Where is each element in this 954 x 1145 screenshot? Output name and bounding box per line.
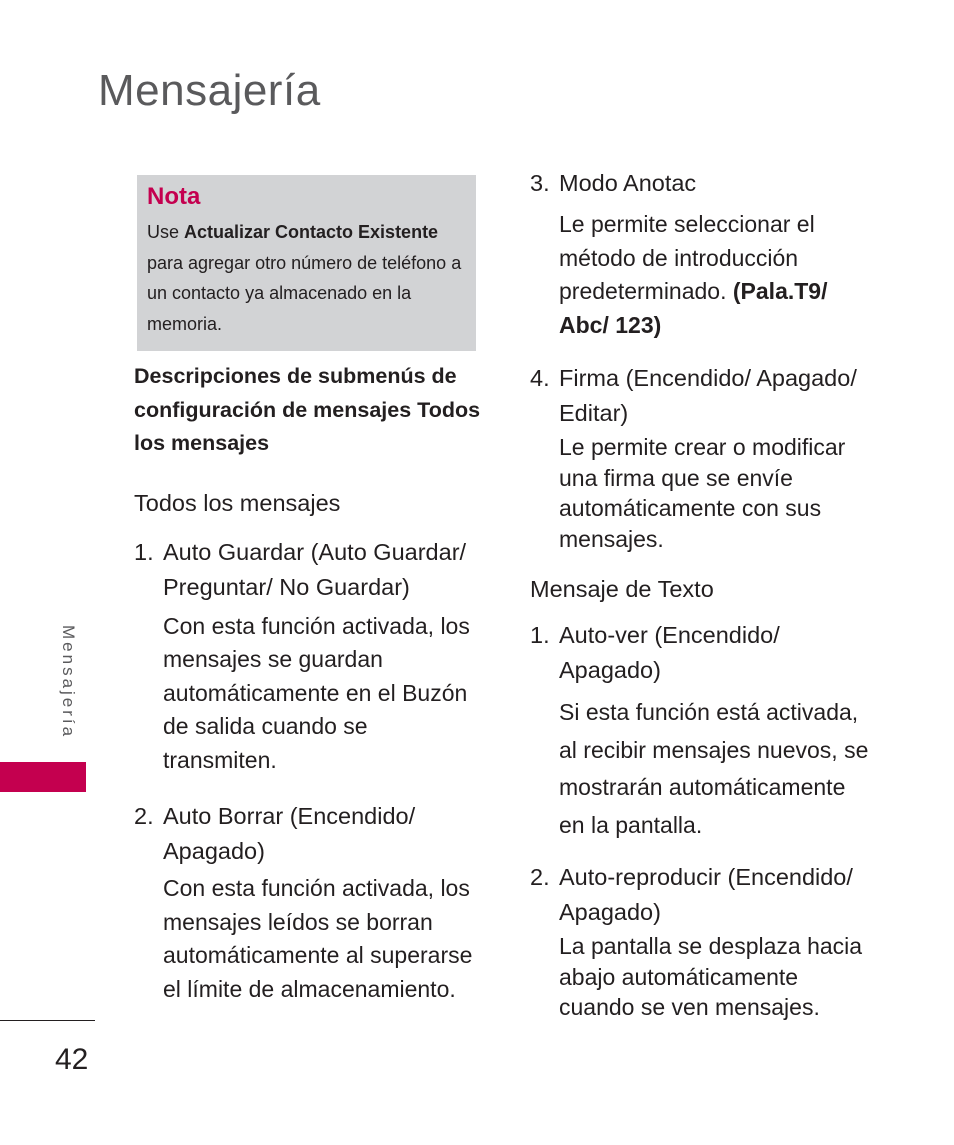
section-title-todos: Todos los mensajes: [134, 489, 341, 516]
item-title: Auto-ver (Encendido/ Apagado): [559, 622, 780, 683]
item-body: [530, 208, 875, 342]
item-title: Firma (Encendido/ Apagado/ Editar): [559, 365, 857, 426]
item-number: 4.: [530, 365, 550, 391]
list-item: [134, 799, 484, 869]
page-title: Mensajería: [98, 66, 321, 115]
item-body: Le permite crear o modificar una firma que se envíe automáticamente con sus mensajes.: [559, 434, 846, 552]
item-number: 1.: [134, 538, 154, 565]
item-number: 3.: [530, 170, 550, 196]
list-item: [530, 361, 875, 431]
item-number: 1.: [530, 622, 550, 648]
item-body-bold: (Pala.T9/ Abc/ 123): [559, 278, 828, 338]
item-title: Auto Guardar (Auto Guardar/ Preguntar/ No Guardar): [163, 538, 467, 600]
note-text-bold: Actualizar Contacto Existente: [184, 222, 439, 242]
item-body-text: Le permite seleccionar el método de introducción predeterminado.: [559, 211, 815, 304]
section-title-texto: Mensaje de Texto: [530, 576, 714, 602]
note-box: [137, 175, 476, 351]
submenu-heading: Descripciones de submenús de configuración de mensajes Todos los mensajes: [134, 364, 481, 455]
right-column: [530, 166, 875, 1023]
note-text-post: para agregar otro número de teléfono a un contacto ya almacenado en la memoria.: [147, 252, 462, 334]
item-body: Con esta función activada, los mensajes leídos se borran automáticamente al superarse el límite de almacenamiento.: [163, 875, 473, 1002]
section-tab-marker: [0, 762, 86, 792]
list-item: [134, 535, 484, 605]
item-body: Con esta función activada, los mensajes se guardan automáticamente en el Buzón de salida cuando se transmiten.: [163, 612, 470, 773]
note-body: [147, 217, 466, 339]
list-item: [530, 618, 875, 688]
item-body: Si esta función está activada, al recibir mensajes nuevos, se mostrarán automáticamente en la pantalla.: [559, 699, 869, 838]
item-title: Auto Borrar (Encendido/ Apagado): [163, 803, 416, 864]
left-column: [134, 360, 484, 1006]
note-text-pre: Use: [147, 222, 185, 242]
item-title: Modo Anotac: [559, 170, 697, 196]
item-title: Auto-reproducir (Encendido/ Apagado): [559, 864, 853, 925]
side-section-label: Mensajería: [59, 625, 78, 740]
footer-rule: [0, 1020, 95, 1021]
item-body: La pantalla se desplaza hacia abajo automáticamente cuando se ven mensajes.: [559, 933, 863, 1020]
item-number: 2.: [134, 803, 154, 829]
note-title: Nota: [147, 183, 201, 210]
item-number: 2.: [530, 864, 550, 890]
list-item: [530, 860, 875, 930]
page-number: 42: [55, 1043, 89, 1076]
list-item: [530, 166, 875, 201]
